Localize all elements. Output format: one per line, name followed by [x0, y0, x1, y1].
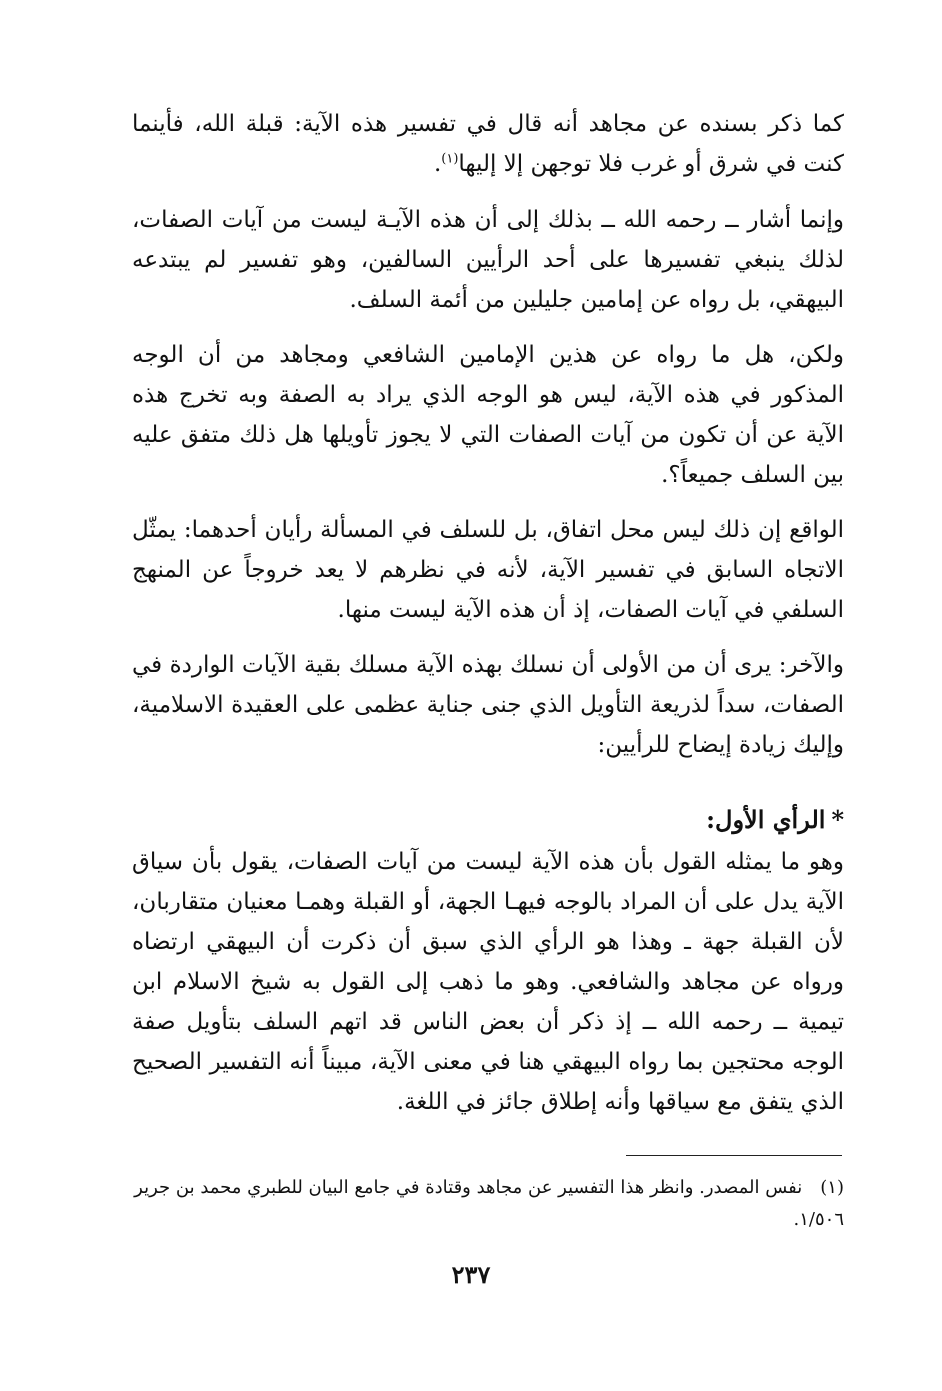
- paragraph-1-end: .: [433, 151, 442, 177]
- paragraph-4: الواقع إن ذلك ليس محل اتفاق، بل للسلف في المسألة رأيان أحدهما: يمثّل الاتجاه السابق في تفسير الآية، لأنه في نظرهم لا يعد خروجاً عن المنهج السلفي في آيات الصفات، إذ أن هذه الآية ليست منها.: [132, 517, 844, 623]
- star-icon: *: [831, 805, 844, 834]
- paragraph-1-text: كما ذكر بسنده عن مجاهد أنه قال في تفسير هذه الآية: قبلة الله، فأينما كنت في شرق أو غرب فلا توجهن إلا إليها: [132, 111, 844, 177]
- paragraph-2: وإنما أشار ــ رحمه الله ــ بذلك إلى أن هذه الآيـة ليست من آيات الصفات، لذلك ينبغي تفسيرها على أحد الرأيين السالفين، وهو تفسير لم يبتدعه البيهقي، بل رواه عن إمامين جليلين من أئمة السلف.: [132, 207, 844, 313]
- paragraph-5: والآخر: يرى أن من الأولى أن نسلك بهذه الآية مسلك بقية الآيات الواردة في الصفات، سداً لذريعة التأويل الذي جنى جناية عظمى على العقيدة الاسلامية، وإليك زيادة إيضاح للرأيين:: [132, 652, 844, 758]
- paragraph-1: [132, 104, 844, 184]
- footnote: [132, 1172, 844, 1236]
- section-heading-text: الرأي الأول:: [706, 805, 826, 834]
- footnote-text: نفس المصدر. وانظر هذا التفسير عن مجاهد وقتادة في جامع البيان للطبري محمد بن جرير ١/٥٠٦.: [134, 1177, 844, 1230]
- footnote-marker: (١): [820, 1177, 844, 1198]
- paragraph-3: ولكن، هل ما رواه عن هذين الإمامين الشافعي ومجاهد من أن الوجه المذكور في هذه الآية، ليس هو الوجه الذي يراد به الصفة وبه تخرج هذه الآية عن أن تكون من آيات الصفات التي لا يجوز تأويلها هل ذلك متفق عليه بين السلف جميعاً؟.: [132, 342, 844, 488]
- paragraph-6: وهو ما يمثله القول بأن هذه الآية ليست من آيات الصفات، يقول بأن سياق الآية يدل على أن المراد بالوجه فيهـا الجهة، أو القبلة وهمـا معنيان متقاربان، لأن القبلة جهة ـ وهذا هو الرأي الذي سبق أن ذكرت أن البيهقي ارتضاه ورواه عن مجاهد والشافعي. وهو ما ذهب إلى القول به شيخ الاسلام ابن تيمية ــ رحمه الله ــ إذ ذكر أن بعض الناس قد اتهم السلف بتأويل صفة الوجه محتجين بما رواه البيهقي هنا في معنى الآية، مبيناً أنه التفسير الصحيح الذي يتفق مع سياقها وأنه إطلاق جائز في اللغة.: [132, 849, 844, 1115]
- footnote-reference[interactable]: (١): [441, 151, 459, 167]
- page-number: ٢٣٧: [451, 1260, 491, 1289]
- section-heading: [132, 800, 844, 840]
- footnote-divider: [626, 1155, 842, 1156]
